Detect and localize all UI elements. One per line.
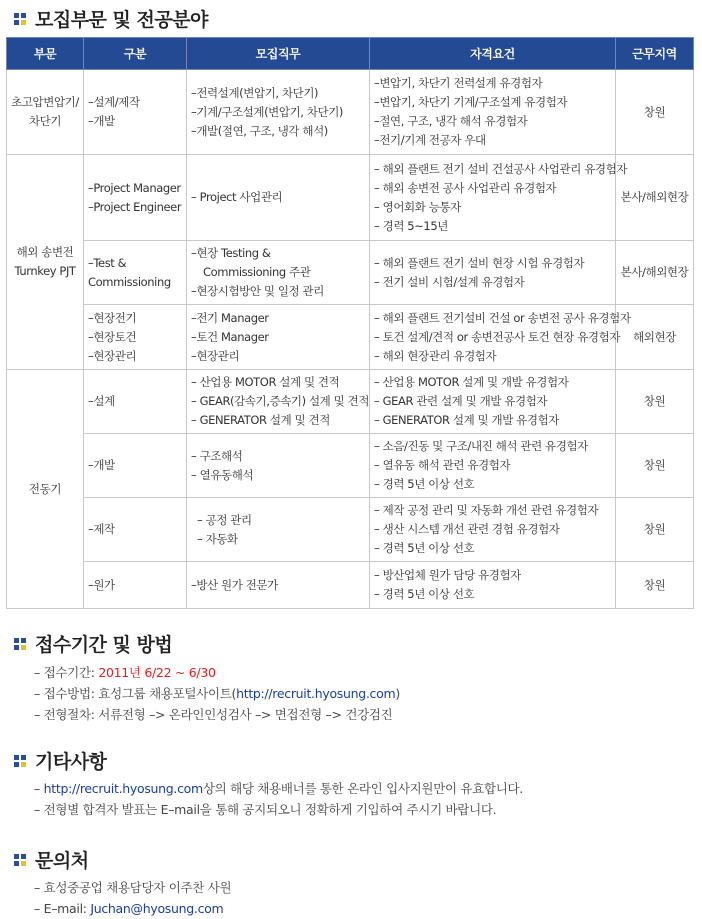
requirements-cell: [370, 155, 628, 241]
division-text: 차단기: [28, 114, 62, 128]
category-text: –개발: [88, 114, 115, 128]
requirement-text: –변압기, 차단기 전력설계 유경험자: [374, 76, 543, 90]
header-category: 구분: [84, 38, 187, 70]
etc-text: 상의 해당 채용배너를 통한 온라인 입사지원만이 유효합니다.: [202, 781, 523, 796]
header-location: 근무지역: [616, 38, 694, 70]
requirements-cell: [370, 305, 631, 370]
requirement-text: – 경력 5~15년: [374, 218, 448, 233]
table-row: [7, 241, 694, 305]
section-title-period: [14, 630, 172, 657]
category-text: –Project Engineer: [88, 199, 182, 214]
category-cell: [84, 70, 187, 155]
requirement-text: – 경력 5년 이상 선호: [374, 587, 475, 601]
duty-text: – 열유동해석: [191, 467, 254, 482]
table-header-row: [7, 38, 694, 70]
header-requirements: 자격요건: [370, 38, 616, 70]
etc-line: [34, 778, 523, 799]
division-text: 해외 송변전: [16, 245, 74, 259]
requirements-cell: [370, 434, 616, 498]
duty-cell: [187, 498, 370, 562]
duty-text: –토건 Manager: [191, 329, 269, 344]
header-division: 부문: [7, 38, 84, 70]
process-line: – 전형절차: 서류전형 –> 온라인인성검사 –> 면접전형 –> 건강검진: [34, 707, 393, 722]
recruit-table: [6, 37, 694, 609]
requirement-text: – GENERATOR 설계 및 개발 유경험자: [374, 413, 560, 427]
requirement-text: – 해외 현장관리 유경험자: [374, 348, 497, 363]
section-bullet-icon: [14, 755, 26, 767]
recruit-portal-link[interactable]: http://recruit.hyosung.com: [43, 781, 203, 796]
duty-cell: [187, 562, 370, 609]
requirement-text: – 해외 플랜트 전기설비 건설 or 송변전 공사 유경험자: [374, 310, 631, 325]
duty-text: – 산업용 MOTOR 설계 및 견적: [191, 375, 340, 389]
table-row: [7, 498, 694, 562]
category-text: –현장전기: [88, 310, 137, 325]
duty-text: –현장시험방안 및 일정 관리: [191, 284, 324, 298]
location-cell: 창원: [616, 562, 694, 609]
etc-info: [34, 778, 523, 820]
requirements-cell: [370, 498, 616, 562]
requirement-text: –전기/기계 전공자 우대: [374, 133, 486, 147]
etc-line: – 전형별 합격자 발표는 E–mail을 통해 공지되오니 정확하게 기입하여 주시기 바랍니다.: [34, 802, 497, 817]
category-text: –설계: [88, 394, 115, 408]
table-row: [7, 70, 694, 155]
duty-cell: [187, 155, 370, 241]
duty-cell: [187, 434, 370, 498]
category-cell: [84, 562, 187, 609]
requirement-text: – 열유동 해석 관련 유경험자: [374, 458, 511, 472]
requirement-text: – 소음/진동 및 구조/내진 해석 관련 유경험자: [374, 439, 588, 453]
method-suffix: ): [395, 686, 400, 701]
requirement-text: – GEAR 관련 설계 및 개발 유경험자: [374, 394, 548, 408]
contact-email-link[interactable]: Juchan@hyosung.com: [90, 901, 224, 916]
email-label: – E–mail:: [34, 901, 91, 916]
period-label: – 접수기간:: [34, 665, 99, 680]
requirement-text: – 해외 송변전 공사 사업관리 유경험자: [374, 180, 557, 195]
requirement-text: – 방산업체 원가 담당 유경험자: [374, 568, 521, 582]
method-line: [34, 683, 400, 704]
location-cell: 창원: [616, 70, 694, 155]
category-cell: [84, 498, 187, 562]
category-text: –개발: [88, 458, 115, 472]
section-title-text: 기타사항: [35, 751, 107, 773]
duty-text: –전력설계(변압기, 차단기): [191, 85, 319, 100]
period-info: [34, 662, 400, 725]
section-title-text: 접수기간 및 방법: [35, 634, 173, 656]
category-text: –제작: [88, 522, 115, 536]
section-bullet-icon: [14, 638, 26, 650]
duty-text: – 공정 관리: [197, 512, 252, 527]
requirement-text: – 산업용 MOTOR 설계 및 개발 유경험자: [374, 375, 569, 389]
category-text: –원가: [88, 577, 115, 592]
requirement-text: – 생산 시스템 개선 관련 경험 유경험자: [374, 522, 560, 536]
etc-dash: –: [34, 781, 44, 796]
category-text: –Project Manager: [88, 180, 181, 195]
requirement-text: – 경력 5년 이상 선호: [374, 541, 475, 555]
table-row: [7, 562, 694, 609]
division-cell: [7, 155, 84, 370]
duty-cell: [187, 370, 370, 434]
duty-text: – GEAR(감속기,증속기) 설계 및 견적: [191, 394, 370, 408]
requirement-text: –절연, 구조, 냉각 해석 유경험자: [374, 114, 528, 128]
duty-text: Commissioning 주관: [203, 265, 311, 279]
requirement-text: – 영어회화 능통자: [374, 199, 461, 214]
location-cell: 창원: [616, 370, 694, 434]
requirements-cell: [370, 70, 616, 155]
category-text: Commissioning: [88, 274, 171, 289]
location-cell: 창원: [616, 498, 694, 562]
location-cell: 본사/해외현장: [616, 241, 694, 305]
section-title-text: 모집부문 및 전공분야: [35, 9, 208, 31]
requirement-text: –변압기, 차단기 기계/구조설계 유경험자: [374, 95, 568, 109]
location-cell: 본사/해외현장: [616, 155, 694, 241]
duty-cell: [187, 305, 370, 370]
category-cell: [84, 434, 187, 498]
section-title-etc: [14, 747, 106, 774]
table-row: [7, 155, 694, 241]
location-cell: 창원: [616, 434, 694, 498]
duty-text: –기계/구조설계(변압기, 차단기): [191, 104, 344, 119]
category-cell: [84, 370, 187, 434]
duty-text: – 구조해석: [191, 448, 243, 463]
recruit-portal-link[interactable]: http://recruit.hyosung.com: [236, 686, 396, 701]
contact-info: [34, 877, 231, 919]
period-line: [34, 662, 400, 683]
section-title-recruit: [14, 5, 208, 32]
requirement-text: – 해외 플랜트 전기 설비 건설공사 사업관리 유경험자: [374, 161, 628, 176]
contact-person: – 효성중공업 채용담당자 이주찬 사원: [34, 880, 232, 895]
requirement-text: – 제작 공정 관리 및 자동화 개선 관련 유경험자: [374, 503, 599, 517]
category-cell: [84, 305, 187, 370]
category-cell: [84, 241, 187, 305]
requirements-cell: [370, 241, 616, 305]
duty-text: –개발(절연, 구조, 냉각 해석): [191, 123, 328, 138]
category-cell: [84, 155, 187, 241]
duty-text: –현장관리: [191, 348, 240, 363]
requirement-text: – 전기 설비 시험/설계 유경험자: [374, 274, 525, 289]
section-bullet-icon: [14, 13, 26, 25]
requirement-text: – 토건 설계/견적 or 송변전공사 토건 현장 유경험자: [374, 329, 621, 344]
duty-text: – GENERATOR 설계 및 견적: [191, 413, 330, 427]
duty-text: –전기 Manager: [191, 310, 269, 325]
division-text: 초고압변압기/: [11, 95, 79, 109]
category-text: –Test &: [88, 255, 127, 270]
header-duty: 모집직무: [187, 38, 370, 70]
period-dates: 2011년 6/22 ~ 6/30: [98, 665, 216, 680]
division-cell: [7, 70, 84, 155]
section-title-contact: [14, 846, 89, 873]
location-cell: 해외현장: [616, 305, 694, 370]
contact-email-line: [34, 898, 231, 919]
category-text: –현장토건: [88, 329, 137, 344]
duty-text: –방산 원가 전문가: [191, 577, 278, 592]
duty-cell: [187, 241, 370, 305]
section-title-text: 문의처: [35, 850, 89, 872]
division-text: 전동기: [28, 481, 62, 496]
requirement-text: – 해외 플랜트 전기 설비 현장 시험 유경험자: [374, 255, 585, 270]
requirements-cell: [370, 370, 616, 434]
requirement-text: – 경력 5년 이상 선호: [374, 477, 475, 491]
section-bullet-icon: [14, 854, 26, 866]
category-text: –현장관리: [88, 348, 137, 363]
table-row: [7, 370, 694, 434]
division-cell: [7, 370, 84, 609]
duty-cell: [187, 70, 370, 155]
category-text: –설계/제작: [88, 95, 140, 109]
table-row: [7, 434, 694, 498]
duty-text: – 자동화: [197, 531, 238, 546]
duty-text: – Project 사업관리: [191, 190, 283, 204]
duty-text: –현장 Testing &: [191, 246, 271, 260]
division-text: Turnkey PJT: [14, 264, 76, 278]
method-label: – 접수방법: 효성그룹 채용포털사이트(: [34, 686, 237, 701]
table-row: [7, 305, 694, 370]
requirements-cell: [370, 562, 616, 609]
